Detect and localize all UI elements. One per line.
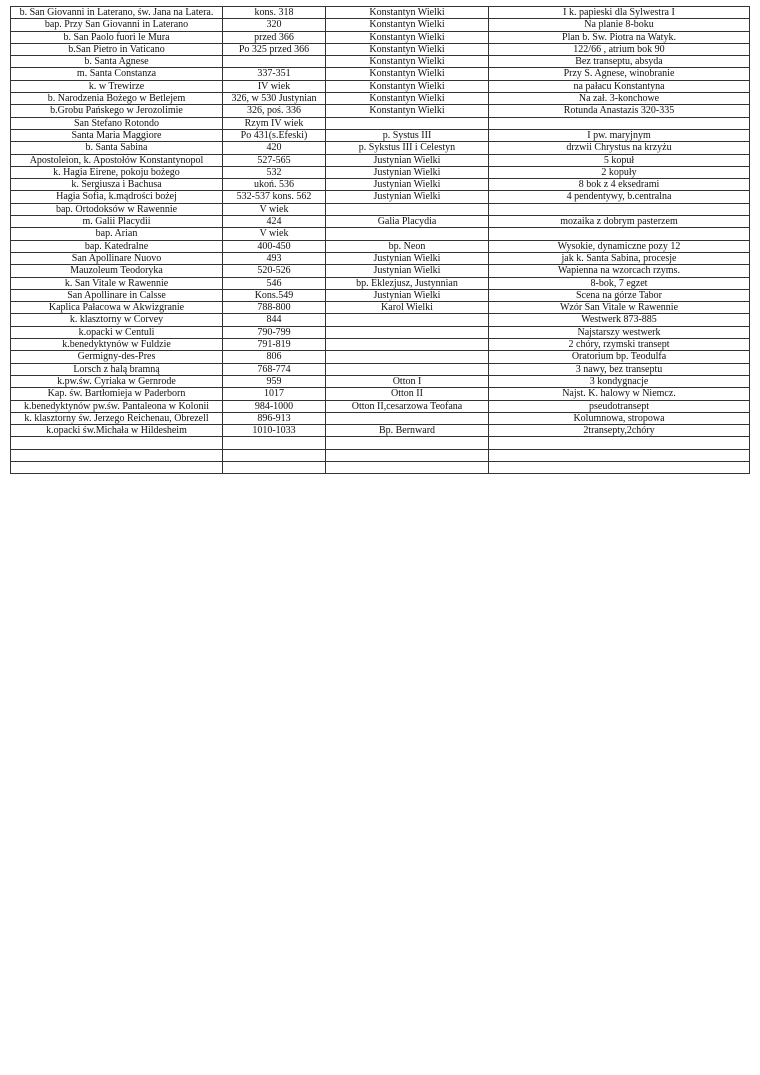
- building-cell: [11, 449, 223, 461]
- notes-cell: 2transepty,2chóry: [489, 425, 750, 437]
- table-row: [11, 240, 750, 252]
- patron-cell: Justynian Wielki: [326, 179, 489, 191]
- table-row: [11, 191, 750, 203]
- patron-cell: Konstantyn Wielki: [326, 56, 489, 68]
- patron-cell: [326, 351, 489, 363]
- date-cell: 520-526: [223, 265, 326, 277]
- building-cell: k.opacki w Centuli: [11, 326, 223, 338]
- date-cell: 532: [223, 166, 326, 178]
- date-cell: 791-819: [223, 339, 326, 351]
- notes-cell: 2 chóry, rzymski transept: [489, 339, 750, 351]
- table-row: [11, 105, 750, 117]
- date-cell: IV wiek: [223, 80, 326, 92]
- notes-cell: Bez transeptu, absyda: [489, 56, 750, 68]
- patron-cell: Otton II,cesarzowa Teofana: [326, 400, 489, 412]
- patron-cell: [326, 117, 489, 129]
- table-row: [11, 68, 750, 80]
- patron-cell: Otton II: [326, 388, 489, 400]
- date-cell: kons. 318: [223, 7, 326, 19]
- spreadsheet-page: [10, 6, 749, 474]
- building-cell: k.benedyktynów w Fuldzie: [11, 339, 223, 351]
- date-cell: 320: [223, 19, 326, 31]
- building-cell: San Apollinare in Calsse: [11, 289, 223, 301]
- table-row: [11, 216, 750, 228]
- architecture-table: [10, 6, 750, 474]
- patron-cell: Konstantyn Wielki: [326, 93, 489, 105]
- patron-cell: Konstantyn Wielki: [326, 31, 489, 43]
- date-cell: [223, 449, 326, 461]
- building-cell: b. Santa Agnese: [11, 56, 223, 68]
- patron-cell: Konstantyn Wielki: [326, 7, 489, 19]
- building-cell: k. klasztorny w Corvey: [11, 314, 223, 326]
- building-cell: k. San Vitale w Rawennie: [11, 277, 223, 289]
- notes-cell: [489, 228, 750, 240]
- building-cell: b.Grobu Pańskego w Jerozolimie: [11, 105, 223, 117]
- date-cell: 806: [223, 351, 326, 363]
- table-row: [11, 277, 750, 289]
- patron-cell: p. Sykstus III i Celestyn: [326, 142, 489, 154]
- patron-cell: Konstantyn Wielki: [326, 43, 489, 55]
- table-row: [11, 388, 750, 400]
- table-row: [11, 302, 750, 314]
- date-cell: 768-774: [223, 363, 326, 375]
- notes-cell: [489, 117, 750, 129]
- notes-cell: Westwerk 873-885: [489, 314, 750, 326]
- notes-cell: 4 pendentywy, b.centralna: [489, 191, 750, 203]
- building-cell: Apostoleion, k. Apostołów Konstantynopol: [11, 154, 223, 166]
- building-cell: bap. Katedralne: [11, 240, 223, 252]
- date-cell: ukoń. 536: [223, 179, 326, 191]
- date-cell: 959: [223, 375, 326, 387]
- building-cell: k. w Trewirze: [11, 80, 223, 92]
- notes-cell: 3 kondygnacje: [489, 375, 750, 387]
- notes-cell: jak k. Santa Sabina, procesje: [489, 252, 750, 264]
- notes-cell: Na zał. 3-konchowe: [489, 93, 750, 105]
- notes-cell: I k. papieski dla Sylwestra I: [489, 7, 750, 19]
- date-cell: 844: [223, 314, 326, 326]
- patron-cell: [326, 326, 489, 338]
- table-row: [11, 461, 750, 473]
- date-cell: 896-913: [223, 412, 326, 424]
- table-row: [11, 449, 750, 461]
- patron-cell: Justynian Wielki: [326, 154, 489, 166]
- date-cell: 532-537 kons. 562: [223, 191, 326, 203]
- building-cell: Mauzoleum Teodoryka: [11, 265, 223, 277]
- date-cell: 424: [223, 216, 326, 228]
- table-row: [11, 314, 750, 326]
- table-row: [11, 31, 750, 43]
- table-row: [11, 19, 750, 31]
- patron-cell: Bp. Bernward: [326, 425, 489, 437]
- building-cell: k. Hagia Eirene, pokoju bożego: [11, 166, 223, 178]
- patron-cell: [326, 339, 489, 351]
- notes-cell: Przy S. Agnese, winobranie: [489, 68, 750, 80]
- table-row: [11, 179, 750, 191]
- notes-cell: Oratorium bp. Teodulfa: [489, 351, 750, 363]
- table-row: [11, 154, 750, 166]
- patron-cell: Konstantyn Wielki: [326, 68, 489, 80]
- notes-cell: 2 kopuły: [489, 166, 750, 178]
- notes-cell: mozaika z dobrym pasterzem: [489, 216, 750, 228]
- table-row: [11, 129, 750, 141]
- date-cell: [223, 56, 326, 68]
- table-row: [11, 7, 750, 19]
- notes-cell: na pałacu Konstantyna: [489, 80, 750, 92]
- patron-cell: [326, 363, 489, 375]
- building-cell: m. Santa Constanza: [11, 68, 223, 80]
- notes-cell: 122/66 , atrium bok 90: [489, 43, 750, 55]
- date-cell: V wiek: [223, 228, 326, 240]
- date-cell: [223, 461, 326, 473]
- notes-cell: [489, 437, 750, 449]
- date-cell: V wiek: [223, 203, 326, 215]
- table-row: [11, 289, 750, 301]
- patron-cell: Otton I: [326, 375, 489, 387]
- table-row: [11, 265, 750, 277]
- notes-cell: Najst. K. halowy w Niemcz.: [489, 388, 750, 400]
- table-row: [11, 437, 750, 449]
- date-cell: 788-800: [223, 302, 326, 314]
- notes-cell: Rotunda Anastazis 320-335: [489, 105, 750, 117]
- date-cell: Po 431(s.Efeski): [223, 129, 326, 141]
- building-cell: Hagia Sofia, k.mądrości bożej: [11, 191, 223, 203]
- patron-cell: p. Systus III: [326, 129, 489, 141]
- table-row: [11, 400, 750, 412]
- date-cell: przed 366: [223, 31, 326, 43]
- building-cell: San Apollinare Nuovo: [11, 252, 223, 264]
- building-cell: b. Narodzenia Bożego w Betlejem: [11, 93, 223, 105]
- notes-cell: 8 bok z 4 eksedrami: [489, 179, 750, 191]
- patron-cell: bp. Eklezjusz, Justynnian: [326, 277, 489, 289]
- patron-cell: [326, 228, 489, 240]
- building-cell: b. Santa Sabina: [11, 142, 223, 154]
- building-cell: [11, 461, 223, 473]
- patron-cell: Konstantyn Wielki: [326, 105, 489, 117]
- notes-cell: Wapienna na wzorcach rzyms.: [489, 265, 750, 277]
- patron-cell: Justynian Wielki: [326, 265, 489, 277]
- notes-cell: 5 kopuł: [489, 154, 750, 166]
- building-cell: k.benedyktynów pw.św. Pantaleona w Kolonii: [11, 400, 223, 412]
- patron-cell: Galia Placydia: [326, 216, 489, 228]
- building-cell: Santa Maria Maggiore: [11, 129, 223, 141]
- building-cell: k.opacki św.Michała w Hildesheim: [11, 425, 223, 437]
- building-cell: k.pw.św. Cyriaka w Gernrode: [11, 375, 223, 387]
- table-row: [11, 425, 750, 437]
- building-cell: b. San Giovanni in Laterano, św. Jana na Latera.: [11, 7, 223, 19]
- table-row: [11, 363, 750, 375]
- notes-cell: [489, 461, 750, 473]
- notes-cell: drzwii Chrystus na krzyżu: [489, 142, 750, 154]
- patron-cell: bp. Neon: [326, 240, 489, 252]
- date-cell: 493: [223, 252, 326, 264]
- date-cell: [223, 437, 326, 449]
- patron-cell: Justynian Wielki: [326, 166, 489, 178]
- table-body: [11, 7, 750, 474]
- date-cell: 420: [223, 142, 326, 154]
- date-cell: Kons.549: [223, 289, 326, 301]
- building-cell: San Stefano Rotondo: [11, 117, 223, 129]
- building-cell: Germigny-des-Pres: [11, 351, 223, 363]
- notes-cell: pseudotransept: [489, 400, 750, 412]
- table-row: [11, 228, 750, 240]
- patron-cell: Konstantyn Wielki: [326, 19, 489, 31]
- date-cell: Rzym IV wiek: [223, 117, 326, 129]
- patron-cell: [326, 461, 489, 473]
- table-row: [11, 375, 750, 387]
- building-cell: b.San Pietro in Vaticano: [11, 43, 223, 55]
- table-row: [11, 252, 750, 264]
- building-cell: bap. Przy San Giovanni in Laterano: [11, 19, 223, 31]
- patron-cell: [326, 449, 489, 461]
- notes-cell: Wzór San Vitale w Rawennie: [489, 302, 750, 314]
- date-cell: 1010-1033: [223, 425, 326, 437]
- table-row: [11, 117, 750, 129]
- notes-cell: Najstarszy westwerk: [489, 326, 750, 338]
- notes-cell: Kolumnowa, stropowa: [489, 412, 750, 424]
- date-cell: 337-351: [223, 68, 326, 80]
- date-cell: Po 325 przed 366: [223, 43, 326, 55]
- notes-cell: [489, 449, 750, 461]
- date-cell: 326, poś. 336: [223, 105, 326, 117]
- notes-cell: Wysokie, dynamiczne pozy 12: [489, 240, 750, 252]
- table-row: [11, 93, 750, 105]
- patron-cell: Konstantyn Wielki: [326, 80, 489, 92]
- table-row: [11, 43, 750, 55]
- patron-cell: [326, 412, 489, 424]
- notes-cell: Scena na górze Tabor: [489, 289, 750, 301]
- table-row: [11, 412, 750, 424]
- building-cell: k. Sergiusza i Bachusa: [11, 179, 223, 191]
- table-row: [11, 166, 750, 178]
- date-cell: 984-1000: [223, 400, 326, 412]
- date-cell: 1017: [223, 388, 326, 400]
- patron-cell: [326, 203, 489, 215]
- patron-cell: Justynian Wielki: [326, 252, 489, 264]
- table-row: [11, 326, 750, 338]
- building-cell: k. klasztorny św. Jerzego Reichenau, Obrezell: [11, 412, 223, 424]
- table-row: [11, 203, 750, 215]
- table-row: [11, 56, 750, 68]
- table-row: [11, 142, 750, 154]
- building-cell: bap. Ortodoksów w Rawennie: [11, 203, 223, 215]
- date-cell: 546: [223, 277, 326, 289]
- notes-cell: I pw. maryjnym: [489, 129, 750, 141]
- notes-cell: 8-bok, 7 egzet: [489, 277, 750, 289]
- table-row: [11, 339, 750, 351]
- patron-cell: [326, 314, 489, 326]
- building-cell: Kaplica Pałacowa w Akwizgranie: [11, 302, 223, 314]
- notes-cell: [489, 203, 750, 215]
- date-cell: 400-450: [223, 240, 326, 252]
- date-cell: 326, w 530 Justynian: [223, 93, 326, 105]
- notes-cell: Na planie 8-boku: [489, 19, 750, 31]
- notes-cell: 3 nawy, bez transeptu: [489, 363, 750, 375]
- building-cell: [11, 437, 223, 449]
- date-cell: 790-799: [223, 326, 326, 338]
- patron-cell: Karol Wielki: [326, 302, 489, 314]
- building-cell: b. San Paolo fuori le Mura: [11, 31, 223, 43]
- patron-cell: Justynian Wielki: [326, 289, 489, 301]
- table-row: [11, 80, 750, 92]
- patron-cell: Justynian Wielki: [326, 191, 489, 203]
- building-cell: m. Galii Placydii: [11, 216, 223, 228]
- building-cell: Lorsch z halą bramną: [11, 363, 223, 375]
- patron-cell: [326, 437, 489, 449]
- building-cell: bap. Arian: [11, 228, 223, 240]
- notes-cell: Plan b. Św. Piotra na Watyk.: [489, 31, 750, 43]
- date-cell: 527-565: [223, 154, 326, 166]
- building-cell: Kap. św. Bartłomieja w Paderborn: [11, 388, 223, 400]
- table-row: [11, 351, 750, 363]
